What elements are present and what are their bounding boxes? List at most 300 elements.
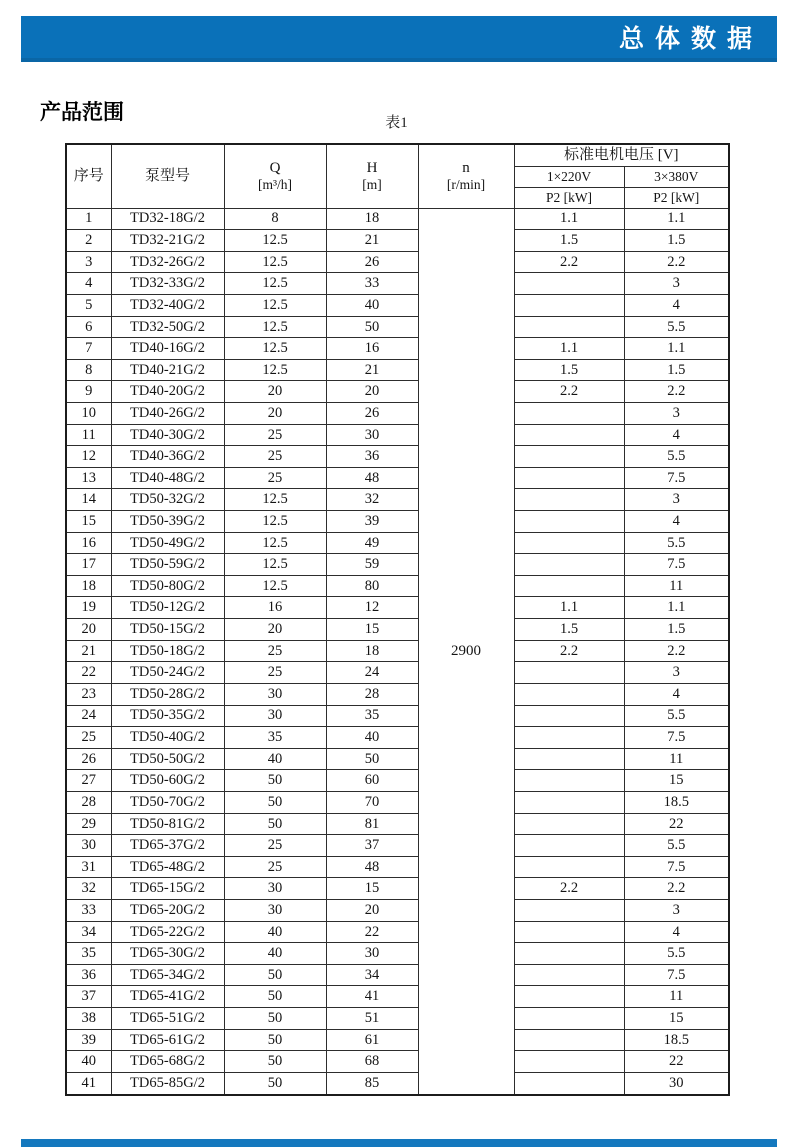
p2-380v-cell: 7.5: [624, 856, 729, 878]
p2-220v-cell: [514, 900, 624, 922]
table-row: [66, 273, 729, 295]
pump-model-cell: TD65-61G/2: [111, 1029, 224, 1051]
p2-220v-cell: [514, 727, 624, 749]
flow-q-cell: 40: [224, 921, 326, 943]
p2-380v-cell: 4: [624, 921, 729, 943]
p2-220v-cell: [514, 1029, 624, 1051]
header-p2-380: P2 [kW]: [624, 187, 729, 208]
pump-model-cell: TD40-48G/2: [111, 467, 224, 489]
product-range-table: [65, 143, 730, 1096]
head-h-cell: 50: [326, 748, 418, 770]
p2-220v-cell: [514, 575, 624, 597]
row-index-cell: 12: [66, 446, 111, 468]
row-index-cell: 5: [66, 294, 111, 316]
pump-model-cell: TD40-21G/2: [111, 359, 224, 381]
pump-model-cell: TD50-15G/2: [111, 619, 224, 641]
pump-model-cell: TD50-28G/2: [111, 683, 224, 705]
pump-model-cell: TD50-32G/2: [111, 489, 224, 511]
header-n-unit: [r/min]: [446, 177, 486, 193]
table-row: [66, 705, 729, 727]
table-row: [66, 597, 729, 619]
flow-q-cell: 20: [224, 381, 326, 403]
flow-q-cell: 50: [224, 1008, 326, 1030]
p2-380v-cell: 5.5: [624, 316, 729, 338]
p2-380v-cell: 3: [624, 900, 729, 922]
flow-q-cell: 25: [224, 424, 326, 446]
flow-q-cell: 40: [224, 943, 326, 965]
p2-380v-cell: 3: [624, 402, 729, 424]
table-row: [66, 1051, 729, 1073]
header-model: 泵型号: [111, 144, 224, 208]
header-h-symbol: H: [366, 159, 378, 176]
row-index-cell: 18: [66, 575, 111, 597]
head-h-cell: 37: [326, 835, 418, 857]
head-h-cell: 85: [326, 1072, 418, 1095]
table-row: [66, 878, 729, 900]
flow-q-cell: 12.5: [224, 359, 326, 381]
table-row: [66, 1008, 729, 1030]
pump-model-cell: TD50-39G/2: [111, 511, 224, 533]
flow-q-cell: 50: [224, 770, 326, 792]
head-h-cell: 41: [326, 986, 418, 1008]
p2-380v-cell: 5.5: [624, 705, 729, 727]
flow-q-cell: 50: [224, 964, 326, 986]
header-speed-n: [418, 144, 514, 208]
table-row: [66, 575, 729, 597]
table-row: [66, 856, 729, 878]
head-h-cell: 28: [326, 683, 418, 705]
table-row: [66, 813, 729, 835]
table-row: [66, 791, 729, 813]
p2-220v-cell: [514, 986, 624, 1008]
pump-model-cell: TD65-37G/2: [111, 835, 224, 857]
p2-220v-cell: [514, 662, 624, 684]
pump-model-cell: TD40-30G/2: [111, 424, 224, 446]
p2-380v-cell: 4: [624, 511, 729, 533]
pump-model-cell: TD50-80G/2: [111, 575, 224, 597]
p2-220v-cell: [514, 705, 624, 727]
pump-model-cell: TD50-12G/2: [111, 597, 224, 619]
pump-model-cell: TD40-16G/2: [111, 338, 224, 360]
flow-q-cell: 50: [224, 1051, 326, 1073]
row-index-cell: 39: [66, 1029, 111, 1051]
p2-220v-cell: [514, 532, 624, 554]
p2-220v-cell: [514, 424, 624, 446]
head-h-cell: 40: [326, 294, 418, 316]
flow-q-cell: 12.5: [224, 338, 326, 360]
p2-380v-cell: 22: [624, 813, 729, 835]
table-row: [66, 230, 729, 252]
pump-model-cell: TD65-15G/2: [111, 878, 224, 900]
table-row: [66, 532, 729, 554]
p2-380v-cell: 4: [624, 424, 729, 446]
head-h-cell: 61: [326, 1029, 418, 1051]
row-index-cell: 3: [66, 251, 111, 273]
row-index-cell: 35: [66, 943, 111, 965]
flow-q-cell: 25: [224, 856, 326, 878]
p2-380v-cell: 1.1: [624, 597, 729, 619]
head-h-cell: 81: [326, 813, 418, 835]
pump-model-cell: TD32-40G/2: [111, 294, 224, 316]
pump-model-cell: TD65-68G/2: [111, 1051, 224, 1073]
pump-model-cell: TD50-50G/2: [111, 748, 224, 770]
p2-380v-cell: 5.5: [624, 532, 729, 554]
p2-380v-cell: 7.5: [624, 467, 729, 489]
pump-model-cell: TD50-18G/2: [111, 640, 224, 662]
table-row: [66, 359, 729, 381]
p2-220v-cell: [514, 770, 624, 792]
head-h-cell: 68: [326, 1051, 418, 1073]
flow-q-cell: 50: [224, 986, 326, 1008]
pump-model-cell: TD65-34G/2: [111, 964, 224, 986]
p2-380v-cell: 7.5: [624, 554, 729, 576]
table-row: [66, 554, 729, 576]
p2-380v-cell: 11: [624, 575, 729, 597]
p2-220v-cell: [514, 835, 624, 857]
p2-380v-cell: 11: [624, 748, 729, 770]
p2-380v-cell: 18.5: [624, 1029, 729, 1051]
p2-220v-cell: [514, 511, 624, 533]
flow-q-cell: 30: [224, 683, 326, 705]
section-banner: [21, 16, 777, 62]
table-row: [66, 251, 729, 273]
row-index-cell: 15: [66, 511, 111, 533]
p2-220v-cell: 1.5: [514, 230, 624, 252]
row-index-cell: 33: [66, 900, 111, 922]
pump-model-cell: TD65-41G/2: [111, 986, 224, 1008]
flow-q-cell: 12.5: [224, 511, 326, 533]
head-h-cell: 18: [326, 208, 418, 230]
row-index-cell: 40: [66, 1051, 111, 1073]
flow-q-cell: 30: [224, 705, 326, 727]
p2-220v-cell: [514, 964, 624, 986]
header-flow-q: [224, 144, 326, 208]
header-voltage-380: 3×380V: [624, 166, 729, 187]
flow-q-cell: 12.5: [224, 532, 326, 554]
p2-220v-cell: [514, 467, 624, 489]
p2-220v-cell: [514, 1072, 624, 1095]
row-index-cell: 1: [66, 208, 111, 230]
head-h-cell: 12: [326, 597, 418, 619]
head-h-cell: 24: [326, 662, 418, 684]
p2-220v-cell: [514, 943, 624, 965]
header-q-unit: [m³/h]: [257, 177, 293, 193]
row-index-cell: 25: [66, 727, 111, 749]
flow-q-cell: 25: [224, 835, 326, 857]
p2-220v-cell: [514, 921, 624, 943]
p2-380v-cell: 30: [624, 1072, 729, 1095]
table-row: [66, 1072, 729, 1095]
flow-q-cell: 12.5: [224, 489, 326, 511]
head-h-cell: 36: [326, 446, 418, 468]
row-index-cell: 27: [66, 770, 111, 792]
row-index-cell: 14: [66, 489, 111, 511]
p2-220v-cell: [514, 1051, 624, 1073]
row-index-cell: 8: [66, 359, 111, 381]
p2-380v-cell: 2.2: [624, 251, 729, 273]
p2-380v-cell: 7.5: [624, 727, 729, 749]
pump-model-cell: TD50-49G/2: [111, 532, 224, 554]
p2-220v-cell: 2.2: [514, 251, 624, 273]
head-h-cell: 15: [326, 619, 418, 641]
table-row: [66, 943, 729, 965]
flow-q-cell: 16: [224, 597, 326, 619]
header-index: 序号: [66, 144, 111, 208]
head-h-cell: 39: [326, 511, 418, 533]
p2-220v-cell: [514, 554, 624, 576]
head-h-cell: 40: [326, 727, 418, 749]
flow-q-cell: 12.5: [224, 251, 326, 273]
header-row-1: [66, 144, 729, 166]
head-h-cell: 48: [326, 856, 418, 878]
header-n-symbol: n: [462, 159, 470, 176]
head-h-cell: 20: [326, 381, 418, 403]
p2-380v-cell: 15: [624, 770, 729, 792]
table-row: [66, 294, 729, 316]
banner-title: 总体数据: [618, 25, 763, 53]
row-index-cell: 32: [66, 878, 111, 900]
head-h-cell: 22: [326, 921, 418, 943]
flow-q-cell: 50: [224, 1029, 326, 1051]
page-title: 产品范围: [40, 101, 124, 124]
flow-q-cell: 12.5: [224, 554, 326, 576]
head-h-cell: 50: [326, 316, 418, 338]
head-h-cell: 49: [326, 532, 418, 554]
table-row: [66, 208, 729, 230]
table-row: [66, 619, 729, 641]
flow-q-cell: 50: [224, 813, 326, 835]
head-h-cell: 30: [326, 424, 418, 446]
table-row: [66, 316, 729, 338]
p2-220v-cell: 2.2: [514, 381, 624, 403]
p2-380v-cell: 3: [624, 273, 729, 295]
p2-220v-cell: 1.1: [514, 208, 624, 230]
table-row: [66, 770, 729, 792]
header-q-symbol: Q: [269, 159, 281, 176]
header-head-h: [326, 144, 418, 208]
flow-q-cell: 35: [224, 727, 326, 749]
footer-bar: [21, 1139, 777, 1147]
p2-380v-cell: 3: [624, 662, 729, 684]
head-h-cell: 32: [326, 489, 418, 511]
p2-380v-cell: 5.5: [624, 835, 729, 857]
table-header: [66, 144, 729, 208]
head-h-cell: 30: [326, 943, 418, 965]
header-voltage-group: 标准电机电压 [V]: [514, 144, 729, 166]
head-h-cell: 48: [326, 467, 418, 489]
pump-model-cell: TD65-22G/2: [111, 921, 224, 943]
p2-220v-cell: [514, 446, 624, 468]
table-row: [66, 511, 729, 533]
pump-model-cell: TD50-35G/2: [111, 705, 224, 727]
p2-220v-cell: 1.1: [514, 597, 624, 619]
p2-220v-cell: [514, 294, 624, 316]
p2-380v-cell: 1.5: [624, 359, 729, 381]
table-row: [66, 640, 729, 662]
table-row: [66, 727, 729, 749]
flow-q-cell: 12.5: [224, 294, 326, 316]
flow-q-cell: 25: [224, 640, 326, 662]
row-index-cell: 37: [66, 986, 111, 1008]
row-index-cell: 16: [66, 532, 111, 554]
p2-220v-cell: [514, 791, 624, 813]
row-index-cell: 31: [66, 856, 111, 878]
p2-220v-cell: 1.1: [514, 338, 624, 360]
head-h-cell: 18: [326, 640, 418, 662]
row-index-cell: 17: [66, 554, 111, 576]
row-index-cell: 10: [66, 402, 111, 424]
flow-q-cell: 25: [224, 467, 326, 489]
head-h-cell: 80: [326, 575, 418, 597]
row-index-cell: 2: [66, 230, 111, 252]
head-h-cell: 60: [326, 770, 418, 792]
p2-220v-cell: [514, 489, 624, 511]
row-index-cell: 11: [66, 424, 111, 446]
table-body: [66, 208, 729, 1095]
p2-220v-cell: 1.5: [514, 359, 624, 381]
flow-q-cell: 12.5: [224, 575, 326, 597]
row-index-cell: 13: [66, 467, 111, 489]
flow-q-cell: 12.5: [224, 230, 326, 252]
flow-q-cell: 20: [224, 402, 326, 424]
p2-380v-cell: 7.5: [624, 964, 729, 986]
table-row: [66, 446, 729, 468]
head-h-cell: 34: [326, 964, 418, 986]
table-row: [66, 683, 729, 705]
head-h-cell: 35: [326, 705, 418, 727]
p2-220v-cell: [514, 402, 624, 424]
pump-model-cell: TD32-50G/2: [111, 316, 224, 338]
table-row: [66, 835, 729, 857]
pump-model-cell: TD32-26G/2: [111, 251, 224, 273]
flow-q-cell: 30: [224, 878, 326, 900]
row-index-cell: 30: [66, 835, 111, 857]
p2-380v-cell: 5.5: [624, 446, 729, 468]
p2-380v-cell: 11: [624, 986, 729, 1008]
p2-380v-cell: 1.5: [624, 619, 729, 641]
pump-model-cell: TD65-30G/2: [111, 943, 224, 965]
row-index-cell: 38: [66, 1008, 111, 1030]
row-index-cell: 20: [66, 619, 111, 641]
row-index-cell: 29: [66, 813, 111, 835]
row-index-cell: 21: [66, 640, 111, 662]
pump-model-cell: TD40-36G/2: [111, 446, 224, 468]
table-row: [66, 402, 729, 424]
row-index-cell: 6: [66, 316, 111, 338]
flow-q-cell: 25: [224, 662, 326, 684]
flow-q-cell: 8: [224, 208, 326, 230]
p2-220v-cell: [514, 316, 624, 338]
p2-380v-cell: 1.1: [624, 338, 729, 360]
header-h-unit: [m]: [362, 177, 382, 193]
row-index-cell: 9: [66, 381, 111, 403]
table-row: [66, 338, 729, 360]
pump-model-cell: TD50-40G/2: [111, 727, 224, 749]
row-index-cell: 26: [66, 748, 111, 770]
table-row: [66, 1029, 729, 1051]
row-index-cell: 22: [66, 662, 111, 684]
table-row: [66, 662, 729, 684]
p2-380v-cell: 1.5: [624, 230, 729, 252]
p2-220v-cell: [514, 813, 624, 835]
p2-380v-cell: 22: [624, 1051, 729, 1073]
head-h-cell: 15: [326, 878, 418, 900]
table-row: [66, 467, 729, 489]
p2-220v-cell: [514, 748, 624, 770]
row-index-cell: 28: [66, 791, 111, 813]
head-h-cell: 16: [326, 338, 418, 360]
pump-model-cell: TD32-33G/2: [111, 273, 224, 295]
head-h-cell: 70: [326, 791, 418, 813]
head-h-cell: 51: [326, 1008, 418, 1030]
head-h-cell: 21: [326, 359, 418, 381]
pump-model-cell: TD65-48G/2: [111, 856, 224, 878]
p2-380v-cell: 15: [624, 1008, 729, 1030]
pump-model-cell: TD40-26G/2: [111, 402, 224, 424]
p2-220v-cell: 2.2: [514, 878, 624, 900]
table-row: [66, 424, 729, 446]
row-index-cell: 36: [66, 964, 111, 986]
head-h-cell: 21: [326, 230, 418, 252]
pump-model-cell: TD50-70G/2: [111, 791, 224, 813]
row-index-cell: 34: [66, 921, 111, 943]
flow-q-cell: 50: [224, 1072, 326, 1095]
header-p2-220: P2 [kW]: [514, 187, 624, 208]
p2-380v-cell: 18.5: [624, 791, 729, 813]
p2-380v-cell: 2.2: [624, 381, 729, 403]
speed-n-cell: 2900: [418, 208, 514, 1095]
table-row: [66, 986, 729, 1008]
row-index-cell: 7: [66, 338, 111, 360]
table-row: [66, 748, 729, 770]
p2-380v-cell: 3: [624, 489, 729, 511]
p2-220v-cell: 1.5: [514, 619, 624, 641]
pump-model-cell: TD65-20G/2: [111, 900, 224, 922]
pump-model-cell: TD32-21G/2: [111, 230, 224, 252]
table-row: [66, 900, 729, 922]
head-h-cell: 26: [326, 251, 418, 273]
row-index-cell: 24: [66, 705, 111, 727]
pump-model-cell: TD50-59G/2: [111, 554, 224, 576]
header-voltage-220: 1×220V: [514, 166, 624, 187]
pump-model-cell: TD50-60G/2: [111, 770, 224, 792]
p2-380v-cell: 2.2: [624, 878, 729, 900]
p2-220v-cell: [514, 273, 624, 295]
row-index-cell: 41: [66, 1072, 111, 1095]
flow-q-cell: 25: [224, 446, 326, 468]
head-h-cell: 26: [326, 402, 418, 424]
pump-model-cell: TD50-81G/2: [111, 813, 224, 835]
pump-model-cell: TD65-51G/2: [111, 1008, 224, 1030]
p2-220v-cell: 2.2: [514, 640, 624, 662]
p2-380v-cell: 4: [624, 683, 729, 705]
p2-380v-cell: 5.5: [624, 943, 729, 965]
p2-380v-cell: 2.2: [624, 640, 729, 662]
flow-q-cell: 20: [224, 619, 326, 641]
head-h-cell: 33: [326, 273, 418, 295]
p2-220v-cell: [514, 683, 624, 705]
pump-model-cell: TD65-85G/2: [111, 1072, 224, 1095]
table-caption: 表1: [385, 115, 408, 131]
p2-220v-cell: [514, 856, 624, 878]
p2-380v-cell: 4: [624, 294, 729, 316]
pump-model-cell: TD50-24G/2: [111, 662, 224, 684]
pump-model-cell: TD32-18G/2: [111, 208, 224, 230]
table-row: [66, 964, 729, 986]
pump-model-cell: TD40-20G/2: [111, 381, 224, 403]
flow-q-cell: 40: [224, 748, 326, 770]
table-row: [66, 381, 729, 403]
